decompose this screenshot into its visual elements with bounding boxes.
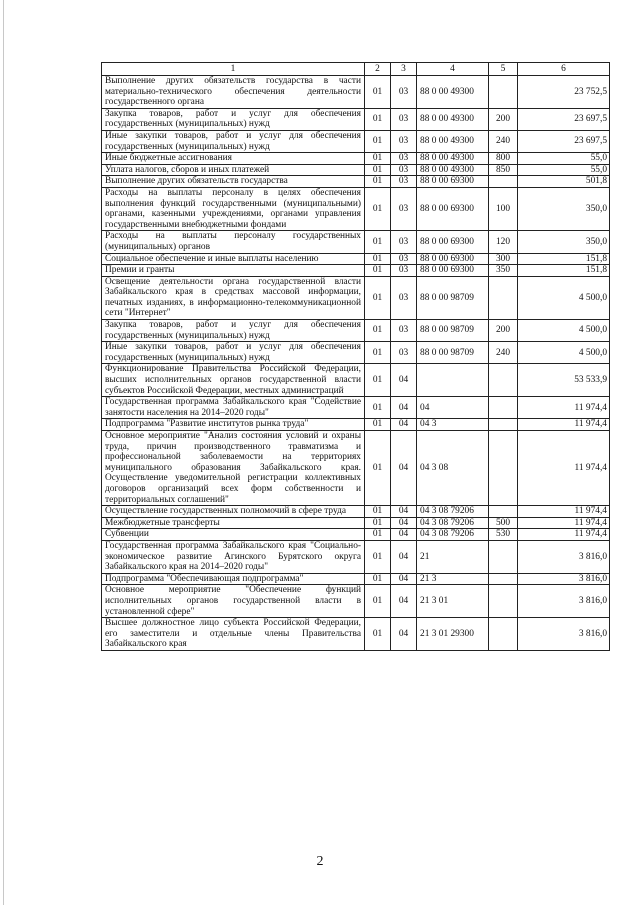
row-name-cell: Иные закупки товаров, работ и услуг для обеспечения государственных (муниципальных) нужд — [102, 342, 365, 364]
table-row — [102, 231, 610, 253]
row-amount-cell: 55,0 — [518, 153, 610, 165]
row-subsection-cell: 04 — [391, 585, 417, 618]
row-expense-type-cell: 850 — [489, 164, 518, 176]
row-name-cell: Закупка товаров, работ и услуг для обеспечения государственных (муниципальных) нужд — [102, 108, 365, 130]
row-name-cell: Расходы на выплаты персоналу государственных (муниципальных) органов — [102, 231, 365, 253]
row-section-cell: 01 — [365, 342, 391, 364]
row-target-article-cell: 04 3 08 79206 — [417, 517, 489, 529]
row-subsection-cell: 03 — [391, 320, 417, 342]
row-subsection-cell: 03 — [391, 342, 417, 364]
row-expense-type-cell — [489, 419, 518, 431]
table-row — [102, 253, 610, 265]
table-header-row — [102, 63, 610, 76]
table-row — [102, 187, 610, 230]
row-target-article-cell: 21 — [417, 540, 489, 573]
row-section-cell: 01 — [365, 517, 391, 529]
row-subsection-cell: 03 — [391, 164, 417, 176]
row-amount-cell: 23 697,5 — [518, 130, 610, 152]
row-subsection-cell: 03 — [391, 187, 417, 230]
row-subsection-cell: 03 — [391, 265, 417, 277]
row-expense-type-cell: 200 — [489, 320, 518, 342]
table-row — [102, 419, 610, 431]
table-row — [102, 130, 610, 152]
row-expense-type-cell: 200 — [489, 108, 518, 130]
row-expense-type-cell — [489, 431, 518, 506]
header-col-5: 5 — [489, 63, 518, 76]
row-target-article-cell: 88 0 00 69300 — [417, 231, 489, 253]
table-row — [102, 431, 610, 506]
row-name-cell: Закупка товаров, работ и услуг для обеспечения государственных (муниципальных) нужд — [102, 320, 365, 342]
row-section-cell: 01 — [365, 529, 391, 541]
row-expense-type-cell — [489, 585, 518, 618]
budget-table — [101, 62, 610, 651]
row-subsection-cell: 03 — [391, 153, 417, 165]
row-subsection-cell: 04 — [391, 364, 417, 397]
row-amount-cell: 350,0 — [518, 187, 610, 230]
row-name-cell: Премии и гранты — [102, 265, 365, 277]
row-section-cell: 01 — [365, 153, 391, 165]
row-name-cell: Субвенции — [102, 529, 365, 541]
row-amount-cell: 151,8 — [518, 265, 610, 277]
row-section-cell: 01 — [365, 265, 391, 277]
row-subsection-cell: 04 — [391, 506, 417, 518]
row-name-cell: Функционирование Правительства Российской Федерации, высших исполнительных органов государственной власти субъектов Российской Федерации, местных администраций — [102, 364, 365, 397]
header-col-6: 6 — [518, 63, 610, 76]
row-target-article-cell: 88 0 00 98709 — [417, 342, 489, 364]
row-subsection-cell: 04 — [391, 529, 417, 541]
row-amount-cell: 11 974,4 — [518, 397, 610, 419]
row-target-article-cell: 04 3 08 — [417, 431, 489, 506]
row-amount-cell: 4 500,0 — [518, 320, 610, 342]
row-expense-type-cell: 500 — [489, 517, 518, 529]
row-name-cell: Иные бюджетные ассигнования — [102, 153, 365, 165]
row-expense-type-cell: 530 — [489, 529, 518, 541]
row-name-cell: Расходы на выплаты персоналу в целях обеспечения выполнения функций государственными (муниципальными) органами, казенными учреждениями, органами управления государственными внебюджетными фондами — [102, 187, 365, 230]
row-amount-cell: 151,8 — [518, 253, 610, 265]
row-section-cell: 01 — [365, 231, 391, 253]
row-name-cell: Государственная программа Забайкальского края "Социально-экономическое развитие Агинского Бурятского округа Забайкальского края на 2014–2020 годы" — [102, 540, 365, 573]
row-subsection-cell: 04 — [391, 419, 417, 431]
row-expense-type-cell: 300 — [489, 253, 518, 265]
row-expense-type-cell: 800 — [489, 153, 518, 165]
row-amount-cell: 11 974,4 — [518, 431, 610, 506]
page-number: 2 — [316, 854, 324, 869]
row-section-cell: 01 — [365, 397, 391, 419]
row-name-cell: Выполнение других обязательств государства — [102, 176, 365, 188]
row-section-cell: 01 — [365, 431, 391, 506]
row-subsection-cell: 04 — [391, 431, 417, 506]
row-expense-type-cell: 120 — [489, 231, 518, 253]
header-col-3: 3 — [391, 63, 417, 76]
row-subsection-cell: 04 — [391, 618, 417, 651]
row-section-cell: 01 — [365, 506, 391, 518]
row-amount-cell: 4 500,0 — [518, 342, 610, 364]
row-name-cell: Осуществление государственных полномочий в сфере труда — [102, 506, 365, 518]
table-row — [102, 397, 610, 419]
row-target-article-cell: 21 3 01 — [417, 585, 489, 618]
row-expense-type-cell — [489, 573, 518, 585]
row-name-cell: Подпрограмма "Обеспечивающая подпрограмма" — [102, 573, 365, 585]
header-col-4: 4 — [417, 63, 489, 76]
row-target-article-cell: 88 0 00 49300 — [417, 76, 489, 109]
row-expense-type-cell — [489, 364, 518, 397]
row-amount-cell: 23 752,5 — [518, 76, 610, 109]
table-body — [102, 63, 610, 651]
row-target-article-cell — [417, 364, 489, 397]
row-section-cell: 01 — [365, 187, 391, 230]
header-col-2: 2 — [365, 63, 391, 76]
row-section-cell: 01 — [365, 276, 391, 319]
row-amount-cell: 501,8 — [518, 176, 610, 188]
row-amount-cell: 11 974,4 — [518, 506, 610, 518]
table-row — [102, 364, 610, 397]
row-expense-type-cell — [489, 618, 518, 651]
row-amount-cell: 4 500,0 — [518, 276, 610, 319]
row-section-cell: 01 — [365, 585, 391, 618]
row-expense-type-cell — [489, 76, 518, 109]
row-name-cell: Уплата налогов, сборов и иных платежей — [102, 164, 365, 176]
table-row — [102, 529, 610, 541]
table-row — [102, 517, 610, 529]
row-amount-cell: 11 974,4 — [518, 529, 610, 541]
row-amount-cell: 350,0 — [518, 231, 610, 253]
table-row — [102, 342, 610, 364]
row-name-cell: Основное мероприятие "Обеспечение функций исполнительных органов государственной власти в установленной сфере" — [102, 585, 365, 618]
row-target-article-cell: 88 0 00 69300 — [417, 176, 489, 188]
row-expense-type-cell: 100 — [489, 187, 518, 230]
row-amount-cell: 53 533,9 — [518, 364, 610, 397]
table-row — [102, 76, 610, 109]
row-target-article-cell: 88 0 00 49300 — [417, 153, 489, 165]
row-section-cell: 01 — [365, 618, 391, 651]
table-row — [102, 320, 610, 342]
table-row — [102, 153, 610, 165]
row-amount-cell: 3 816,0 — [518, 573, 610, 585]
page-edge-line — [3, 0, 4, 905]
table-row — [102, 618, 610, 651]
row-target-article-cell: 88 0 00 98709 — [417, 276, 489, 319]
row-target-article-cell: 88 0 00 69300 — [417, 265, 489, 277]
row-amount-cell: 11 974,4 — [518, 517, 610, 529]
row-target-article-cell: 04 3 — [417, 419, 489, 431]
row-name-cell: Государственная программа Забайкальского края "Содействие занятости населения на 2014–2020 годы" — [102, 397, 365, 419]
row-section-cell: 01 — [365, 573, 391, 585]
row-subsection-cell: 03 — [391, 231, 417, 253]
row-section-cell: 01 — [365, 164, 391, 176]
row-subsection-cell: 03 — [391, 108, 417, 130]
row-expense-type-cell: 240 — [489, 342, 518, 364]
row-amount-cell: 3 816,0 — [518, 618, 610, 651]
row-expense-type-cell — [489, 176, 518, 188]
row-target-article-cell: 21 3 — [417, 573, 489, 585]
row-expense-type-cell — [489, 397, 518, 419]
row-subsection-cell: 03 — [391, 276, 417, 319]
row-target-article-cell: 88 0 00 69300 — [417, 187, 489, 230]
row-subsection-cell: 03 — [391, 130, 417, 152]
row-subsection-cell: 04 — [391, 397, 417, 419]
row-name-cell: Социальное обеспечение и иные выплаты населению — [102, 253, 365, 265]
row-expense-type-cell — [489, 540, 518, 573]
row-subsection-cell: 04 — [391, 540, 417, 573]
row-section-cell: 01 — [365, 176, 391, 188]
row-name-cell: Подпрограмма "Развитие институтов рынка труда" — [102, 419, 365, 431]
row-section-cell: 01 — [365, 364, 391, 397]
row-amount-cell: 23 697,5 — [518, 108, 610, 130]
row-subsection-cell: 03 — [391, 176, 417, 188]
row-target-article-cell: 88 0 00 69300 — [417, 253, 489, 265]
row-section-cell: 01 — [365, 320, 391, 342]
row-target-article-cell: 04 — [417, 397, 489, 419]
row-expense-type-cell — [489, 276, 518, 319]
row-amount-cell: 55,0 — [518, 164, 610, 176]
row-target-article-cell: 04 3 08 79206 — [417, 529, 489, 541]
table-row — [102, 573, 610, 585]
table-row — [102, 506, 610, 518]
row-name-cell: Межбюджетные трансферты — [102, 517, 365, 529]
row-name-cell: Выполнение других обязательств государства в части материально-технического обеспечения деятельности государственного органа — [102, 76, 365, 109]
row-target-article-cell: 88 0 00 49300 — [417, 108, 489, 130]
table-row — [102, 108, 610, 130]
row-section-cell: 01 — [365, 130, 391, 152]
table-row — [102, 585, 610, 618]
row-section-cell: 01 — [365, 253, 391, 265]
row-subsection-cell: 03 — [391, 253, 417, 265]
row-expense-type-cell: 350 — [489, 265, 518, 277]
table-row — [102, 176, 610, 188]
row-name-cell: Высшее должностное лицо субъекта Российской Федерации, его заместители и отдельные члены Правительства Забайкальского края — [102, 618, 365, 651]
table-row — [102, 540, 610, 573]
row-amount-cell: 3 816,0 — [518, 540, 610, 573]
row-section-cell: 01 — [365, 419, 391, 431]
row-target-article-cell: 04 3 08 79206 — [417, 506, 489, 518]
row-name-cell: Освещение деятельности органа государственной власти Забайкальского края в средствах массовой информации, печатных изданиях, в информационно-телекоммуникационной сети "Интернет" — [102, 276, 365, 319]
row-subsection-cell: 04 — [391, 573, 417, 585]
row-target-article-cell: 88 0 00 49300 — [417, 130, 489, 152]
row-name-cell: Основное мероприятие "Анализ состояния условий и охраны труда, причин производственного травматизма и профессиональной заболеваемости на территориях муниципального образования Забайкальского края. Осуществление уведомительной регистрации коллективных договоров организаций всех форм собственности и территориальных соглашений" — [102, 431, 365, 506]
row-target-article-cell: 21 3 01 29300 — [417, 618, 489, 651]
row-section-cell: 01 — [365, 540, 391, 573]
row-subsection-cell: 03 — [391, 76, 417, 109]
row-subsection-cell: 04 — [391, 517, 417, 529]
row-amount-cell: 3 816,0 — [518, 585, 610, 618]
row-name-cell: Иные закупки товаров, работ и услуг для обеспечения государственных (муниципальных) нужд — [102, 130, 365, 152]
row-section-cell: 01 — [365, 108, 391, 130]
table-row — [102, 265, 610, 277]
header-col-1: 1 — [102, 63, 365, 76]
row-expense-type-cell — [489, 506, 518, 518]
table-row — [102, 276, 610, 319]
row-amount-cell: 11 974,4 — [518, 419, 610, 431]
row-target-article-cell: 88 0 00 98709 — [417, 320, 489, 342]
row-expense-type-cell: 240 — [489, 130, 518, 152]
row-target-article-cell: 88 0 00 49300 — [417, 164, 489, 176]
table-row — [102, 164, 610, 176]
row-section-cell: 01 — [365, 76, 391, 109]
